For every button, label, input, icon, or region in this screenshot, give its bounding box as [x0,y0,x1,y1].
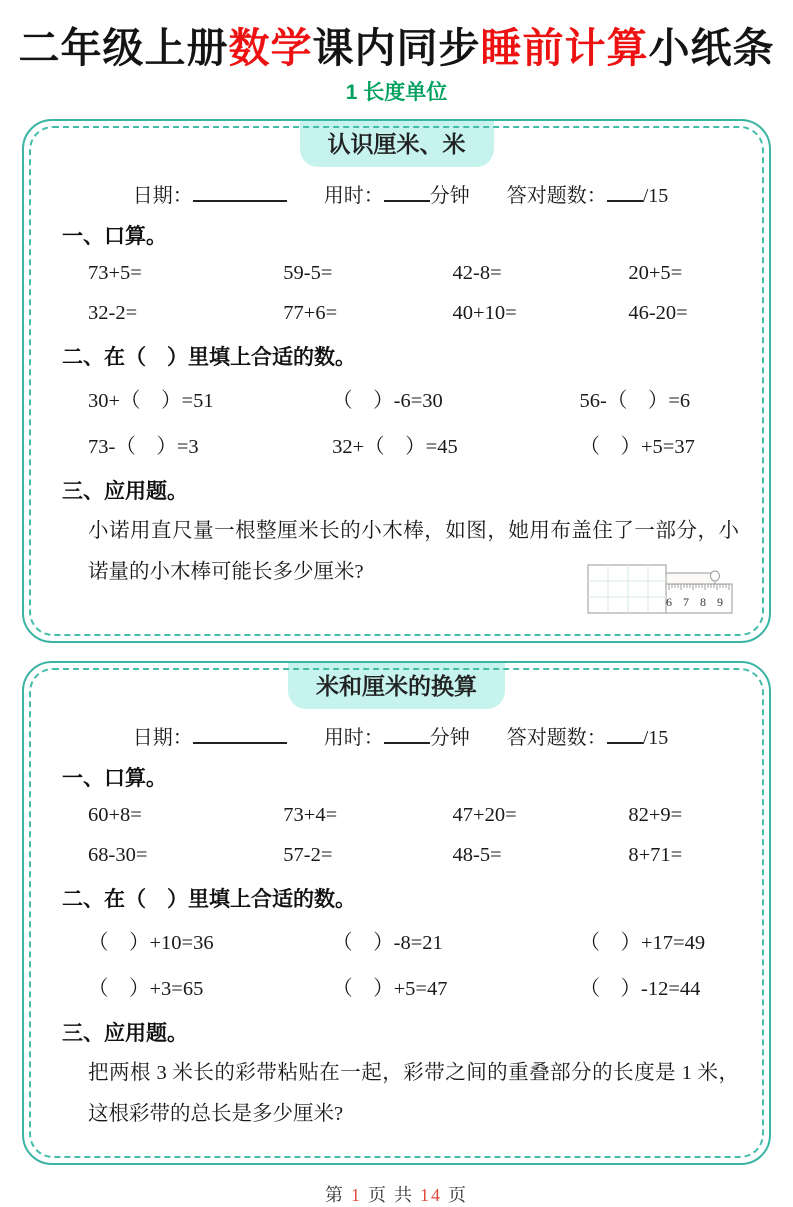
time-blank [384,181,430,202]
title-segment: 小纸条 [648,25,775,71]
word-problem-text: 小诺用直尺量一根整厘米长的小木棒，如图，她用布盖住了一部分，小诺量的小木棒可能长多少厘米? [88,520,739,584]
current-page-number: 1 [351,1185,362,1206]
score-blank [607,181,643,202]
math-problem: 60+8= [88,804,142,827]
worksheet-page [0,25,793,1206]
time-blank [384,723,430,744]
part-title-fill-blank: 二、在（ ）里填上合适的数。 [62,887,356,912]
math-problem: 30+（ ）=51 [88,390,214,413]
title-segment-highlight: 睡前计算 [480,25,649,71]
date-label: 日期： [132,727,193,750]
cloth-cover [588,565,666,613]
oral-problem-grid [62,798,739,871]
part-title-fill-blank: 二、在（ ）里填上合适的数。 [62,345,356,370]
part-title-oral: 一、口算。 [62,766,167,791]
score-total-label: /15 [642,727,669,750]
math-problem: 68-30= [88,844,148,867]
math-problem: （ ）+5=37 [579,436,695,459]
oral-problem-grid [62,256,739,329]
math-problem: （ ）+3=65 [88,978,204,1001]
fill-blank-grid [62,377,739,463]
stick-end-cap [711,571,720,581]
math-problem: 47+20= [452,804,517,827]
math-problem: 56-（ ）=6 [579,390,691,413]
math-problem: （ ）-8=21 [332,932,443,955]
footer-text: 第 [325,1185,345,1206]
unit-subtitle: 1 长度单位 [345,81,448,105]
footer-text: 共 [394,1185,414,1206]
part-title-oral: 一、口算。 [62,224,167,249]
ruler-stick-figure [587,557,737,621]
math-problem: 42-8= [452,262,502,285]
svg-text:6: 6 [666,595,672,610]
math-problem: （ ）+5=47 [332,978,448,1001]
math-problem: 46-20= [628,302,688,325]
math-problem: 77+6= [283,302,338,325]
math-problem: （ ）-6=30 [332,390,443,413]
worksheet-card-1 [22,119,771,643]
math-problem: 82+9= [628,804,683,827]
math-problem: 8+71= [628,844,683,867]
title-segment: 课内同步 [312,25,481,71]
page-title [0,26,793,71]
math-problem: 59-5= [283,262,333,285]
math-problem: 73+4= [283,804,338,827]
math-problem: 20+5= [628,262,683,285]
card-1-meta-line [62,179,739,208]
time-unit-label: 分钟 [429,727,470,750]
math-problem: 32-2= [88,302,138,325]
word-problem-text: 把两根 3 米长的彩带粘贴在一起，彩带之间的重叠部分的长度是 1 米，这根彩带的总长是多少厘米? [88,1062,739,1126]
card-2-title: 米和厘米的换算 [288,663,505,709]
fill-blank-grid [62,919,739,1005]
card-2-meta-line [62,721,739,750]
math-problem: 32+（ ）=45 [332,436,458,459]
math-problem: 57-2= [283,844,333,867]
word-problem-block [62,1053,739,1149]
score-label: 答对题数： [506,727,607,750]
math-problem: 48-5= [452,844,502,867]
time-label: 用时： [323,727,384,750]
title-segment: 二年级上册 [18,25,229,71]
score-total-label: /15 [642,185,669,208]
math-problem: （ ）-12=44 [579,978,701,1001]
math-problem: （ ）+10=36 [88,932,214,955]
score-blank [607,723,643,744]
card-2-body [24,709,769,1163]
part-title-word-problem: 三、应用题。 [62,479,188,504]
time-label: 用时： [323,185,384,208]
card-1-body [24,167,769,641]
date-blank [193,181,287,202]
title-segment-highlight: 数学 [228,25,313,71]
math-problem: 73+5= [88,262,142,285]
total-page-number: 14 [420,1185,442,1206]
svg-text:9: 9 [717,595,723,610]
footer-text: 页 [368,1185,388,1206]
time-unit-label: 分钟 [429,185,470,208]
score-label: 答对题数： [506,185,607,208]
date-label: 日期： [132,185,193,208]
math-problem: （ ）+17=49 [579,932,706,955]
word-problem-block [62,511,739,627]
page-footer [0,1181,793,1207]
math-problem: 73-（ ）=3 [88,436,199,459]
card-1-title: 认识厘米、米 [300,121,494,167]
footer-text: 页 [448,1185,468,1206]
part-title-word-problem: 三、应用题。 [62,1021,188,1046]
worksheet-card-2 [22,661,771,1165]
svg-text:7: 7 [683,595,689,610]
date-blank [193,723,287,744]
svg-text:8: 8 [700,595,706,610]
math-problem: 40+10= [452,302,517,325]
